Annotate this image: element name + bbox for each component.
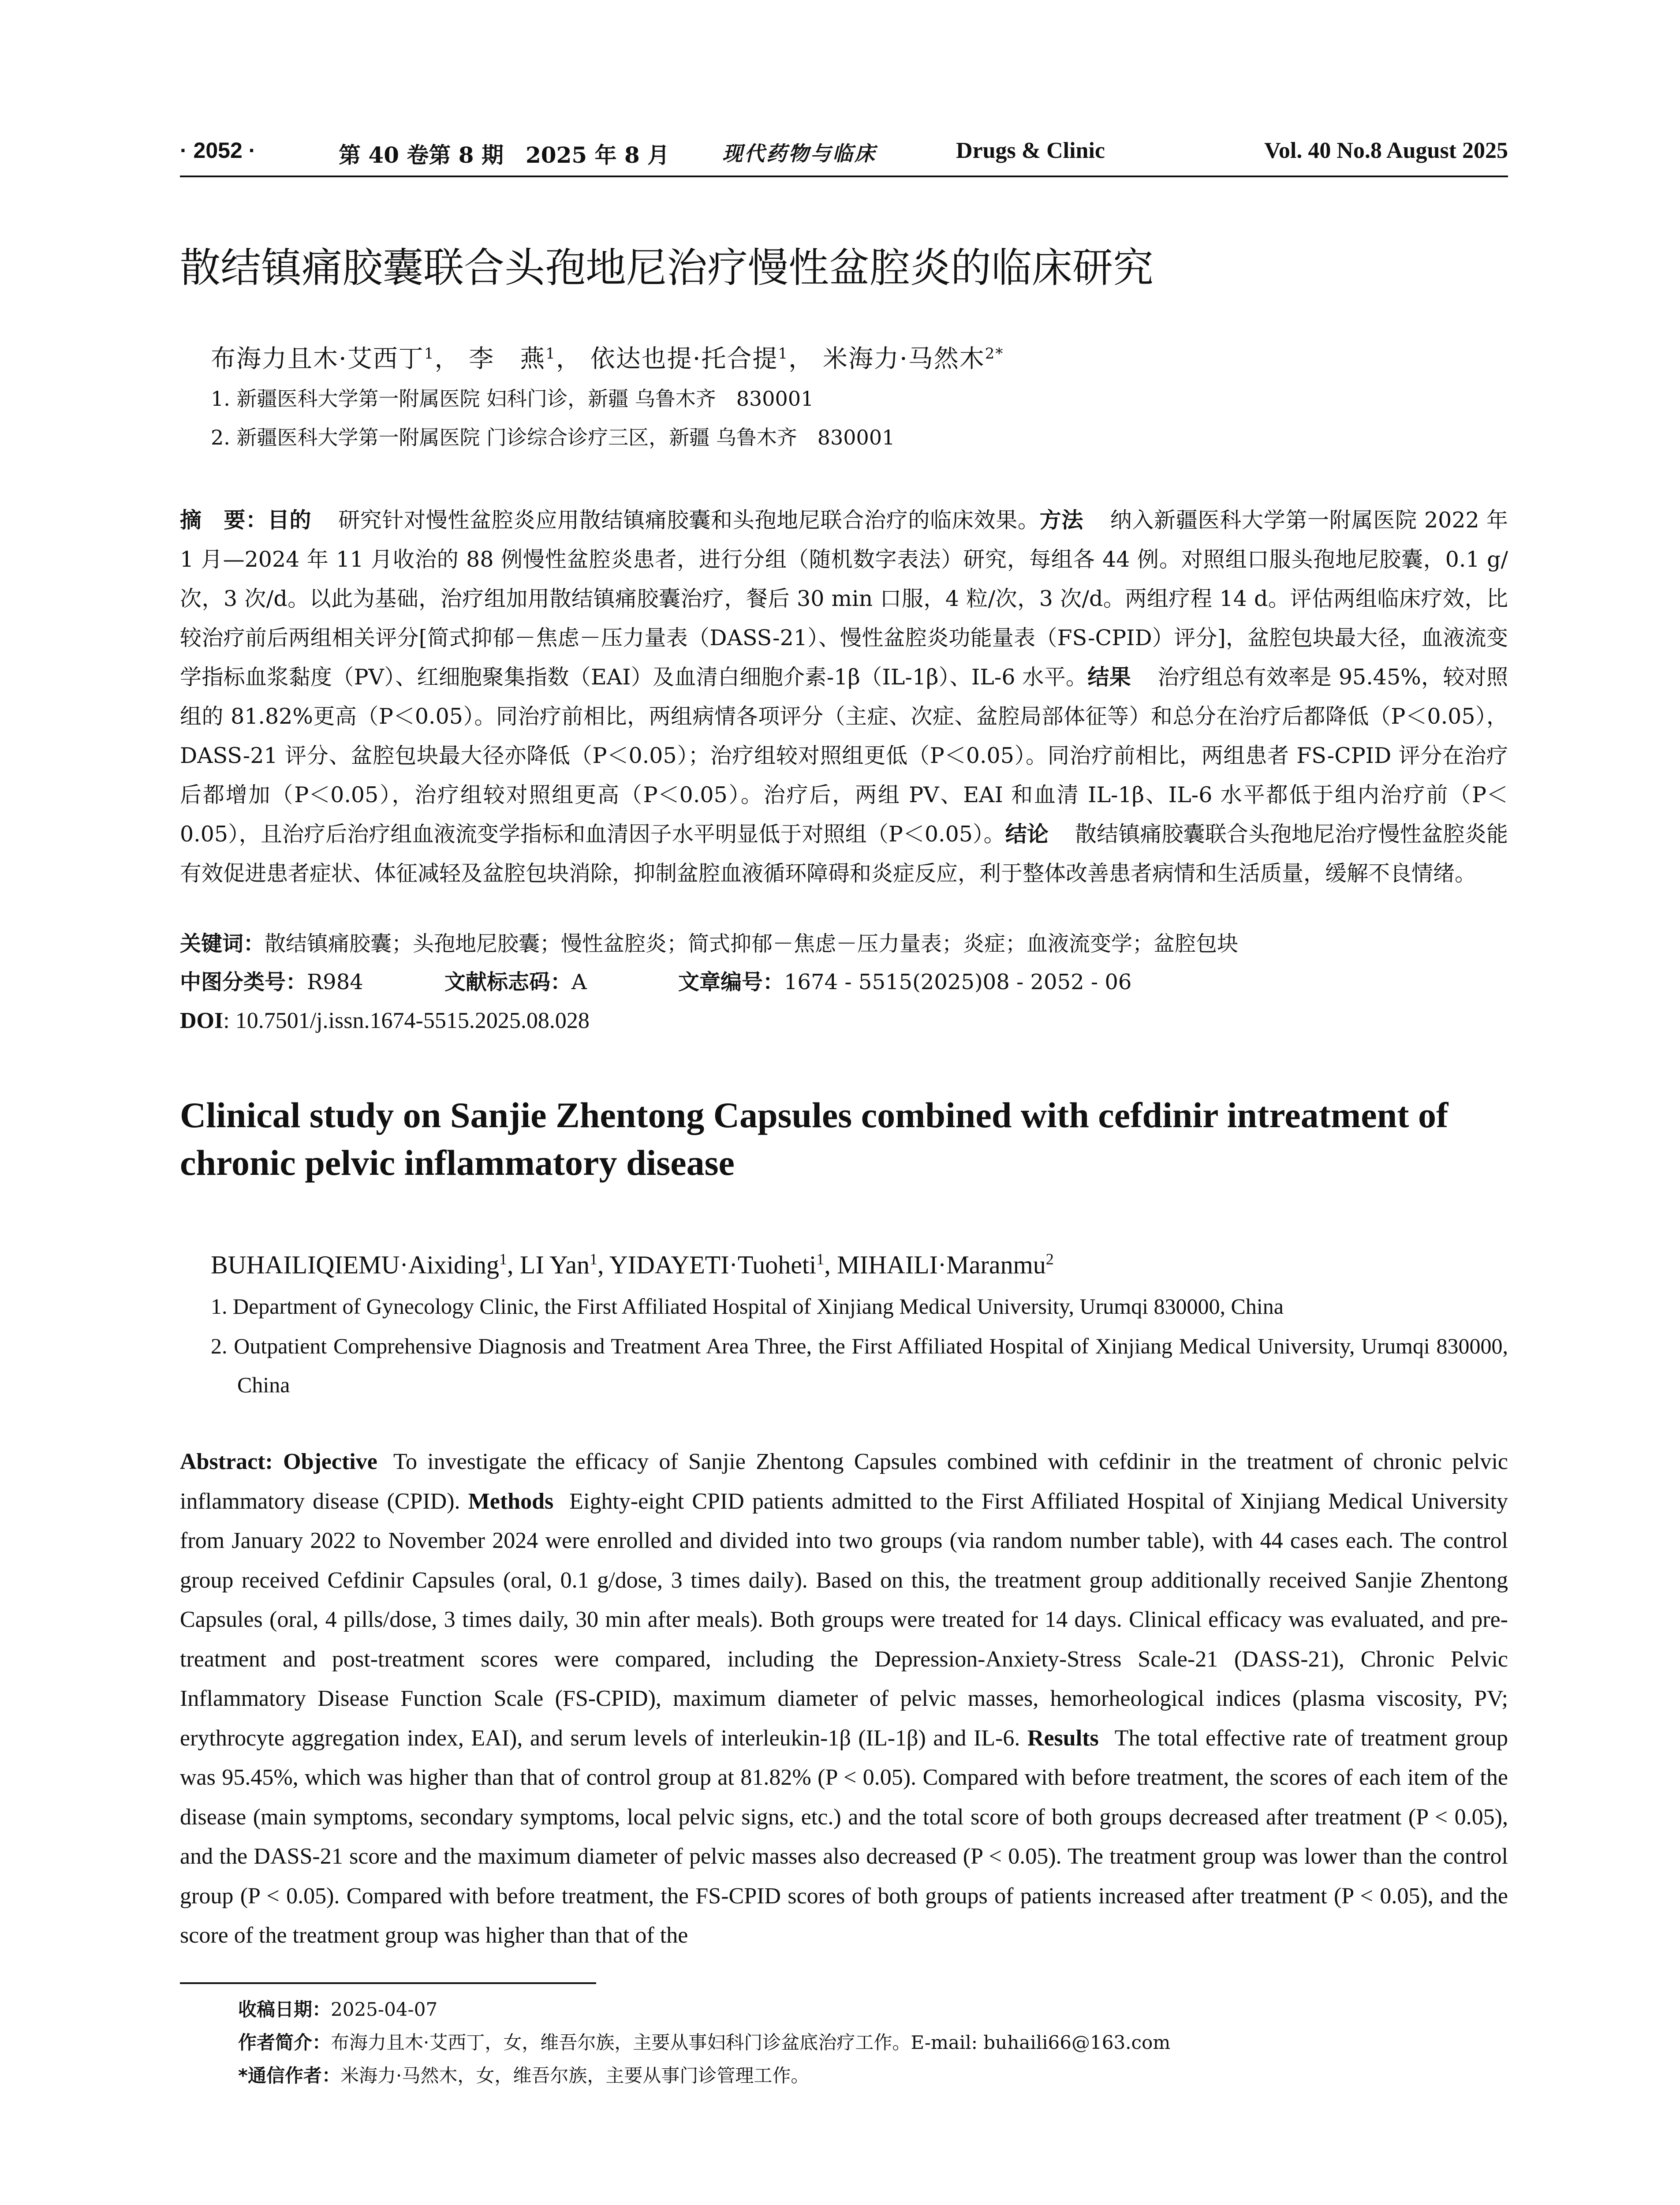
affiliation-cn-1: 1. 新疆医科大学第一附属医院 妇科门诊，新疆 乌鲁木齐 830001: [211, 387, 814, 411]
conclusion-cn: 散结镇痛胶囊联合头孢地尼治疗慢性盆腔炎能有效促进患者症状、体征减轻及盆腔包块消除，抑制盆腔血液循环障碍和炎症反应，利于整体改善患者病情和生活质量，缓解不良情绪。: [180, 822, 1508, 886]
issue-cn: 第 40 卷第 8 期 2025 年 8 月: [339, 142, 670, 168]
footnote-received: [238, 1996, 437, 2024]
header-rule: [180, 176, 1508, 177]
doi-value: : 10.7501/j.issn.1674-5515.2025.08.028: [223, 1008, 590, 1033]
results-label-en: Results: [1027, 1725, 1099, 1751]
conclusion-label-cn: 结论: [1005, 822, 1049, 847]
author-cn: 米海力·马然木: [822, 344, 985, 374]
authors-en: BUHAILIQIEMU·Aixiding$^1$, LI Yan$^1$, YIDAYETI·Tuoheti$^1$, MIHAILI·Maranmu$^2$: [211, 1250, 1054, 1279]
title-cn: 散结镇痛胶囊联合头孢地尼治疗慢性盆腔炎的临床研究: [180, 244, 1154, 292]
affiliation-en-2: 2. Outpatient Comprehensive Diagnosis and Treatment Area Three, the First Affiliated Hospital of Xinjiang Medical University, Urumqi 830000, China: [211, 1334, 1508, 1397]
doi: [180, 1005, 590, 1036]
clc-value: R984: [307, 970, 363, 994]
author-sup: 1: [499, 1250, 508, 1268]
author-en: YIDAYETI·Tuoheti: [609, 1250, 817, 1279]
author-sup: 1: [545, 345, 556, 363]
methods-en: Eighty-eight CPID patients admitted to the First Affiliated Hospital of Xinjiang Medical University from January 2022 to November 2024 were enrolled and divided into two groups (via random number table), with 44 cases each. The control group received Cefdinir Capsules (oral, 0.1 g/dose, 3 times daily). Based on this, the treatment group additionally received Sanjie Zhentong Capsules (oral, 4 pills/dose, 3 times daily, 30 min after meals). Both groups were treated for 14 days. Clinical efficacy was evaluated, and pre-treatment and post-treatment scores were compared, including the Depression-Anxiety-Stress Scale-21 (DASS-21), Chronic Pelvic Inflammatory Disease Function Scale (FS-CPID), maximum diameter of pelvic masses, hemorheological indices (plasma viscosity, PV; erythrocyte aggregation index, EAI), and serum levels of interleukin-1β (IL-1β) and IL-6.: [180, 1488, 1508, 1751]
results-label-cn: 结果: [1087, 665, 1131, 690]
footnote-label: *通信作者：: [238, 2065, 340, 2086]
objective-label-cn: 目的: [267, 508, 312, 533]
doi-label: DOI: [180, 1008, 224, 1033]
author-sup: 1: [778, 345, 789, 363]
author-sup: 1: [816, 1250, 825, 1268]
article-number-value: 1674 - 5515(2025)08 - 2052 - 06: [784, 970, 1132, 994]
title-en: Clinical study on Sanjie Zhentong Capsules combined with cefdinir intreatment of chronic pelvic inflammatory disease: [180, 1095, 1449, 1183]
abstract-label-en: Abstract:: [180, 1449, 273, 1474]
abstract-en: [180, 1442, 1508, 1955]
results-cn: 治疗组总有效率是 95.45%，较对照组的 81.82%更高（P＜0.05）。同治疗前相比，两组病情各项评分（主症、次症、盆腔局部体征等）和总分在治疗后都降低（P＜0.05），DASS-21 评分、盆腔包块最大径亦降低（P＜0.05）；治疗组较对照组更低（P＜0.05）。同治疗前相比，两组患者 FS-CPID 评分在治疗后都增加（P＜0.05），治疗组较对照组更高（P＜0.05）。治疗后，两组 PV、EAI 和血清 IL-1β、IL-6 水平都低于组内治疗前（P＜0.05），且治疗后治疗组血液流变学指标和血清因子水平明显低于对照组（P＜0.05）。: [180, 665, 1508, 847]
author-sup: 1: [589, 1250, 597, 1268]
author-sup: 2: [1045, 1250, 1054, 1268]
keywords-cn: [180, 928, 1238, 959]
doc-code-label: 文献标志码：: [444, 970, 572, 994]
footnote-label: 作者简介：: [238, 2032, 331, 2053]
methods-label-cn: 方法: [1039, 508, 1084, 533]
article-number-label: 文章编号：: [678, 970, 784, 994]
footnote-corresponding: [238, 2062, 809, 2090]
author-cn: 李 燕: [469, 344, 546, 374]
methods-label-en: Methods: [468, 1488, 554, 1514]
author-cn: 依达也提·托合提: [590, 344, 778, 374]
results-en: The total effective rate of treatment group was 95.45%, which was higher than that of control group at 81.82% (P < 0.05). Compared with before treatment, the scores of each item of the disease (main symptoms, secondary symptoms, local pelvic signs, etc.) and the total score of both groups decreased after treatment (P < 0.05), and the DASS-21 score and the maximum diameter of pelvic masses also decreased (P < 0.05). The treatment group was lower than the control group (P < 0.05). Compared with before treatment, the FS-CPID scores of both groups of patients increased after treatment (P < 0.05), and the score of the treatment group was higher than that of the: [180, 1725, 1508, 1948]
authors-cn: 布海力且木·艾西丁$^1$， 李 燕$^1$， 依达也提·托合提$^1$， 米海力·马然木$^{2*}$: [211, 344, 1004, 374]
footnote-value: 布海力且木·艾西丁，女，维吾尔族，主要从事妇科门诊盆底治疗工作。E-mail: buhaili66@163.com: [331, 2032, 1171, 2053]
author-en: BUHAILIQIEMU·Aixiding: [211, 1250, 500, 1279]
page-number: · 2052 ·: [180, 138, 256, 163]
footnote-value: 2025-04-07: [331, 1999, 438, 2020]
methods-cn: 纳入新疆医科大学第一附属医院 2022 年 1 月—2024 年 11 月收治的 88 例慢性盆腔炎患者，进行分组（随机数字表法）研究，每组各 44 例。对照组口服头孢地尼胶囊，0.1 g/次，3 次/d。以此为基础，治疗组加用散结镇痛胶囊治疗，餐后 30 min 口服，4 粒/次，3 次/d。两组疗程 14 d。评估两组临床疗效，比较治疗前后两组相关评分[简式抑郁－焦虑－压力量表（DASS-21）、慢性盆腔炎功能量表（FS-CPID）评分]，盆腔包块最大径，血液流变学指标血浆黏度（PV）、红细胞聚集指数（EAI）及血清白细胞介素-1β（IL-1β）、IL-6 水平。: [180, 508, 1508, 690]
author-sup: 1: [424, 345, 435, 363]
author-en: MIHAILI·Maranmu: [837, 1250, 1046, 1279]
footnote-rule: [180, 1982, 596, 1984]
running-header: [180, 138, 1508, 173]
objective-en: To investigate the efficacy of Sanjie Zhentong Capsules combined with cefdinir in the treatment of chronic pelvic inflammatory disease (CPID).: [180, 1449, 1508, 1514]
objective-label-en: Objective: [283, 1449, 377, 1474]
footnote-value: 米海力·马然木，女，维吾尔族，主要从事门诊管理工作。: [340, 2065, 810, 2086]
classification-cn: [180, 967, 1131, 998]
journal-name-cn: 现代药物与临床: [722, 142, 877, 165]
abstract-label-cn: 摘 要：: [180, 508, 268, 533]
affiliation-cn-2: 2. 新疆医科大学第一附属医院 门诊综合诊疗三区，新疆 乌鲁木齐 830001: [211, 426, 895, 449]
author-sup: 2*: [985, 345, 1004, 363]
abstract-cn: [180, 501, 1508, 893]
issue-en: Vol. 40 No.8 August 2025: [1264, 138, 1508, 163]
objective-cn: 研究针对慢性盆腔炎应用散结镇痛胶囊和头孢地尼联合治疗的临床效果。: [338, 508, 1040, 533]
keywords-value: 散结镇痛胶囊；头孢地尼胶囊；慢性盆腔炎；简式抑郁－焦虑－压力量表；炎症；血液流变学；盆腔包块: [265, 931, 1239, 956]
journal-name-en: Drugs & Clinic: [956, 138, 1105, 163]
doc-code-value: A: [571, 970, 587, 994]
author-cn: 布海力且木·艾西丁: [211, 344, 424, 374]
footnote-author-bio: [238, 2029, 1170, 2057]
author-en: LI Yan: [520, 1250, 590, 1279]
footnote-label: 收稿日期：: [238, 1999, 331, 2020]
affiliation-en-1: 1. Department of Gynecology Clinic, the First Affiliated Hospital of Xinjiang Medical University, Urumqi 830000, China: [211, 1294, 1284, 1319]
keywords-label: 关键词：: [180, 931, 265, 956]
clc-label: 中图分类号：: [180, 970, 307, 994]
